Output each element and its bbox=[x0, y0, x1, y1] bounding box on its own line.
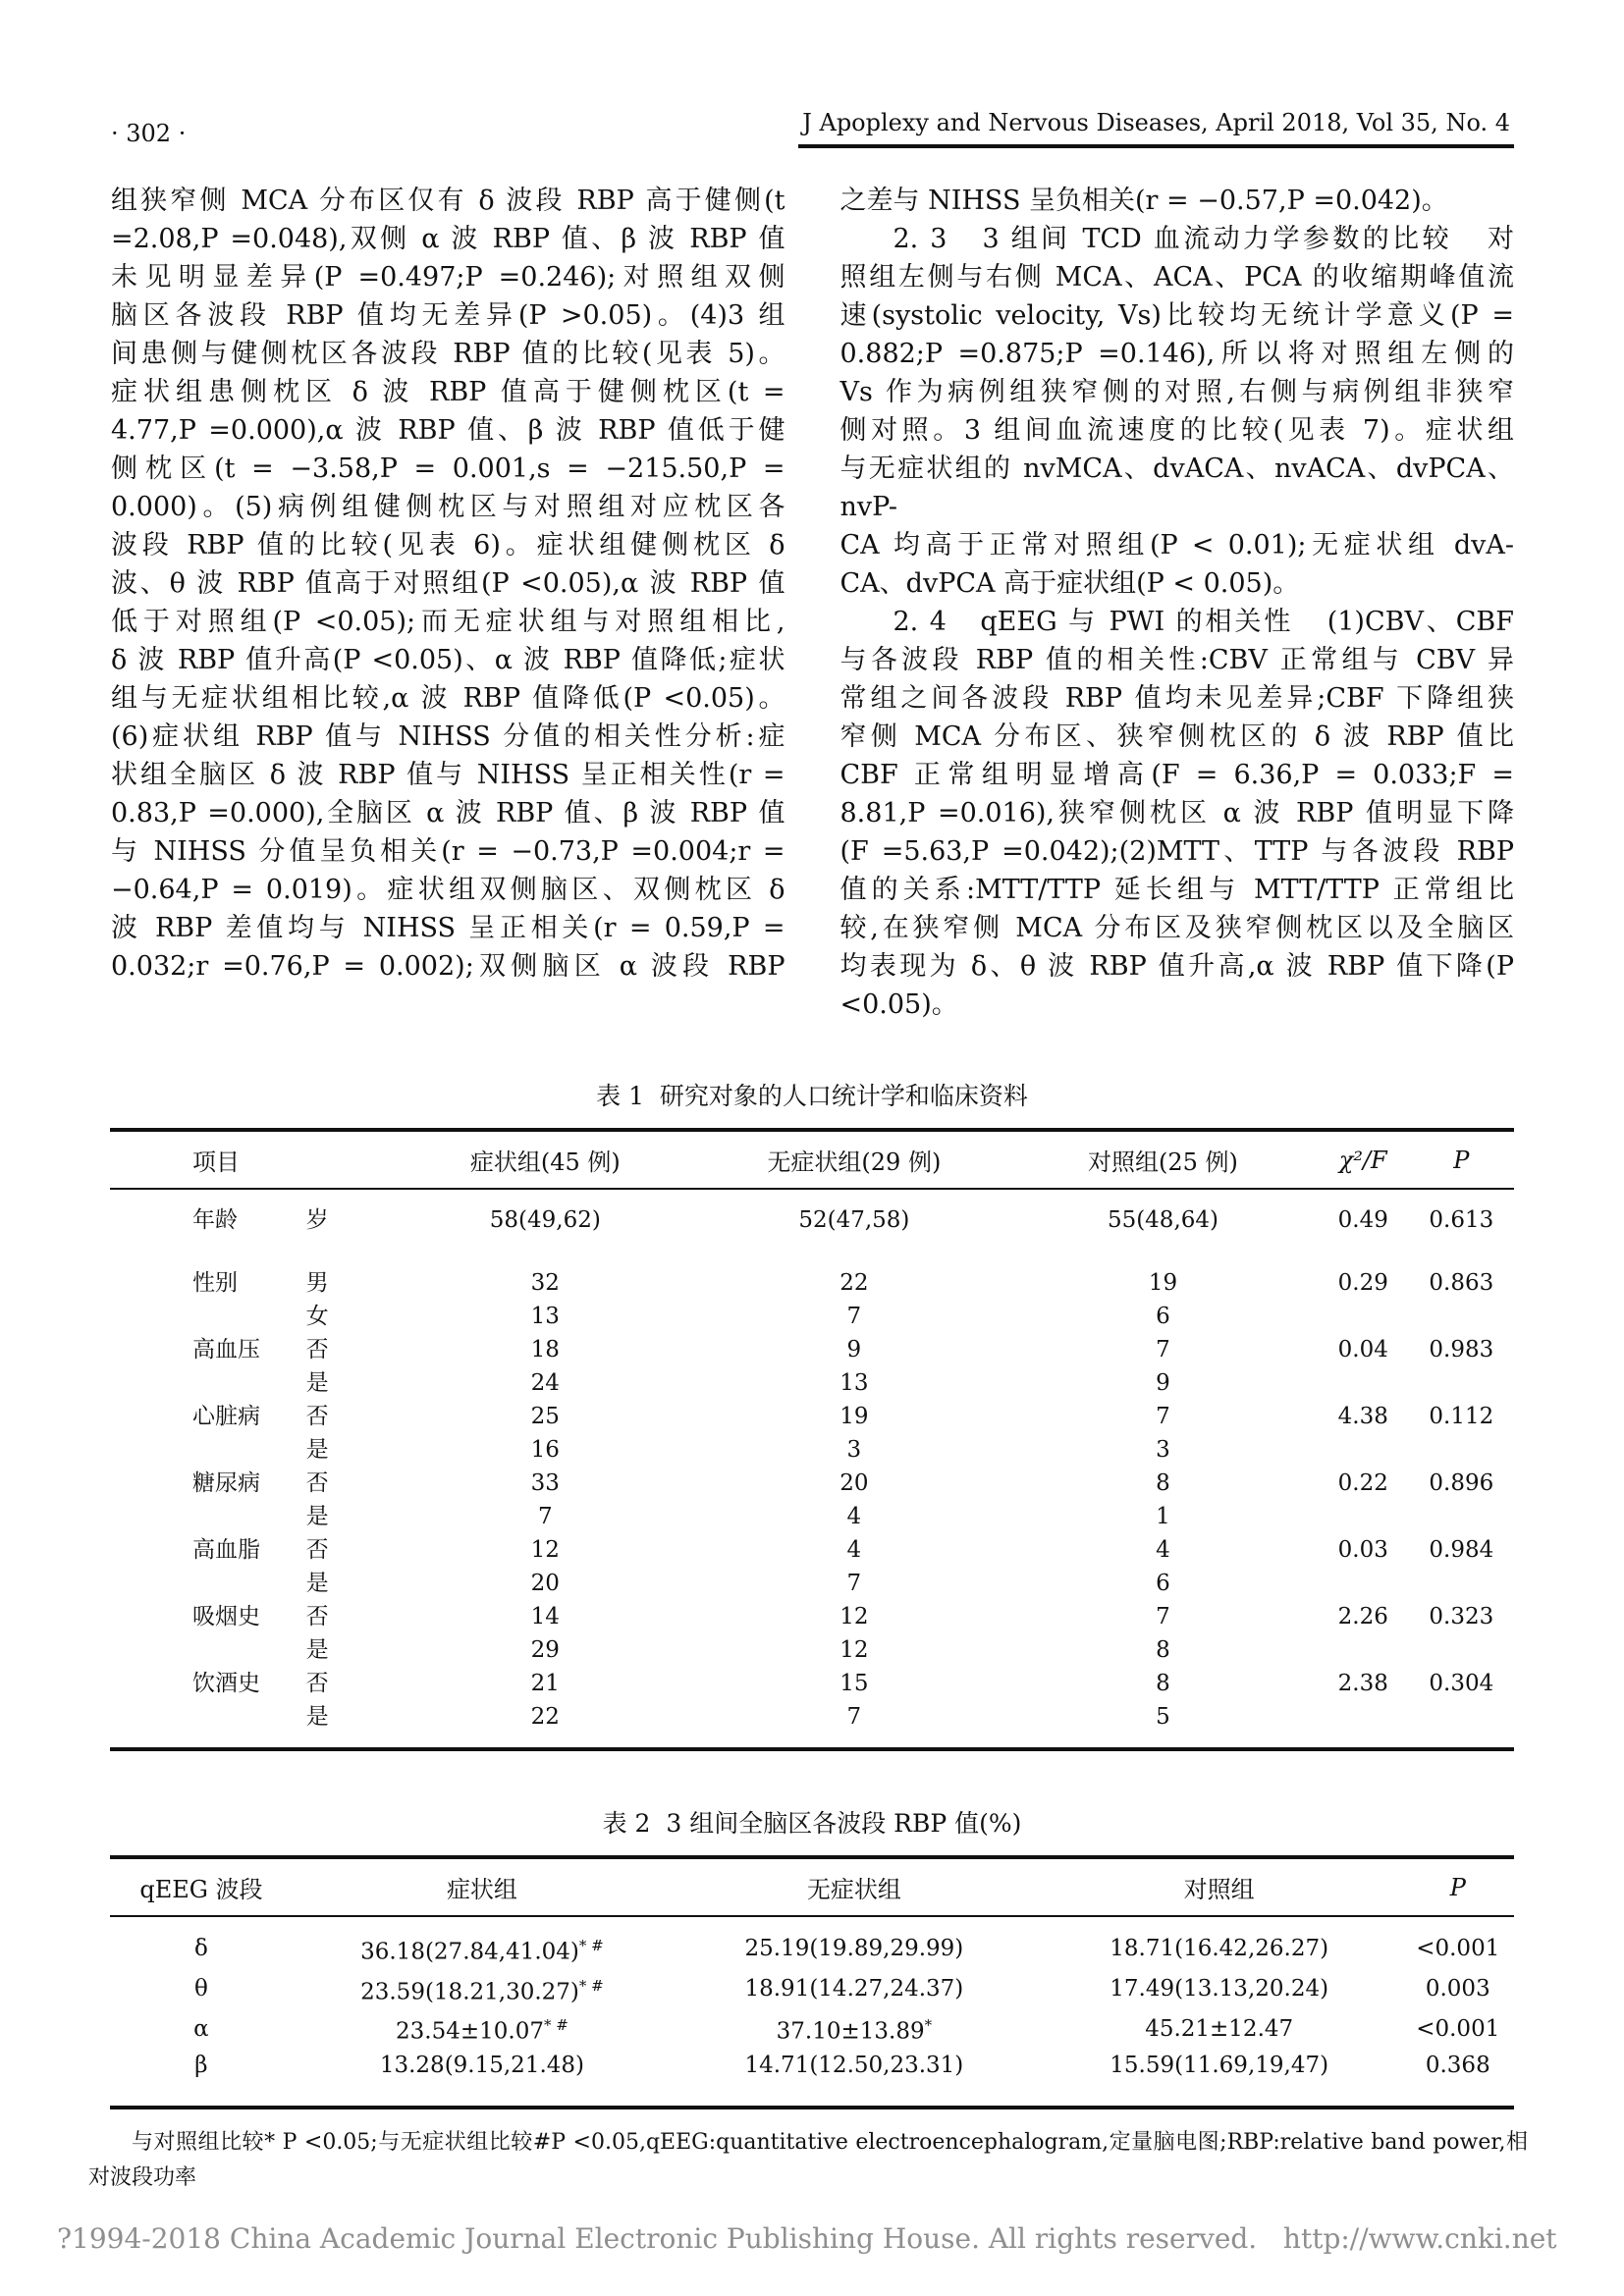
table-cell: 7 bbox=[846, 1571, 862, 1596]
text-line: CA、dvPCA 高于症状组(P < 0.05)。 bbox=[839, 568, 1300, 599]
table-cell: 0.22 bbox=[1337, 1470, 1388, 1496]
table-cell bbox=[110, 1500, 279, 1533]
table-cell: 4 bbox=[846, 1504, 862, 1529]
significance-marker: * # bbox=[544, 2016, 568, 2035]
table-cell: 是 bbox=[305, 1370, 329, 1396]
table-cell: 0.29 bbox=[1337, 1270, 1388, 1296]
page-number: · 302 · bbox=[111, 120, 187, 147]
table-cell: 33 bbox=[530, 1470, 560, 1496]
table-cell: β bbox=[194, 2052, 208, 2078]
table-cell: 9 bbox=[846, 1337, 862, 1362]
text-line: 速(systolic velocity, Vs)比较均无统计学意义(P = bbox=[839, 300, 1514, 331]
table-cell: 24 bbox=[530, 1370, 560, 1396]
table-cell: 是 bbox=[305, 1704, 329, 1730]
text-line: 组与无症状组相比较,α 波 RBP 值降低(P <0.05)。 bbox=[111, 683, 785, 714]
text-line: 脑区各波段 RBP 值均无差异(P >0.05)。(4)3 组 bbox=[111, 300, 785, 331]
table-cell: 4.38 bbox=[1337, 1404, 1388, 1429]
table-row bbox=[110, 1433, 1514, 1467]
table-row bbox=[110, 1567, 1514, 1600]
table-cell: 0.304 bbox=[1429, 1671, 1494, 1696]
table-cell: 7 bbox=[846, 1704, 862, 1730]
table-cell: 22 bbox=[839, 1270, 869, 1296]
table-cell: θ bbox=[194, 1975, 208, 2002]
table-footnote: 与对照组比较* P <0.05;与无症状组比较#P <0.05,qEEG:quantitative electroencephalogram,定量脑电图;RBP:relative band power,相对波段功率 bbox=[88, 2129, 1528, 2190]
table-cell: 4 bbox=[1156, 1537, 1170, 1563]
table-cell: 年龄 bbox=[192, 1207, 238, 1233]
table-cell: 是 bbox=[305, 1437, 329, 1463]
table-cell: 18.71(16.42,26.27) bbox=[1110, 1936, 1329, 1962]
table-cell: 否 bbox=[305, 1604, 329, 1629]
table-cell bbox=[1318, 1633, 1409, 1667]
table-cell: <0.001 bbox=[1416, 2015, 1500, 2042]
table-cell: 否 bbox=[305, 1537, 329, 1563]
table-cell: 0.984 bbox=[1429, 1537, 1494, 1563]
table-cell: 13 bbox=[530, 1304, 560, 1329]
column-header: 对照组(25 例) bbox=[1008, 1130, 1318, 1189]
table-row bbox=[110, 1533, 1514, 1567]
significance-marker: * # bbox=[578, 1937, 604, 1954]
text-line: Vs 作为病例组狭窄侧的对照,右侧与病例组非狭窄 bbox=[839, 377, 1514, 407]
table-cell: 5 bbox=[1156, 1704, 1170, 1730]
column-header: χ²/F bbox=[1318, 1130, 1409, 1189]
text-line: <0.05)。 bbox=[839, 989, 958, 1020]
table-row bbox=[110, 1700, 1514, 1749]
table-cell: α bbox=[193, 2015, 209, 2042]
text-line: CA 均高于正常对照组(P < 0.01);无症状组 dvA- bbox=[839, 530, 1514, 561]
table-cell: 0.04 bbox=[1337, 1337, 1388, 1362]
text-line: 波、θ 波 RBP 值高于对照组(P <0.05),α 波 RBP 值 bbox=[111, 568, 785, 599]
table-cell: 0.03 bbox=[1337, 1537, 1388, 1563]
table-cell: 18.91(14.27,24.37) bbox=[744, 1975, 964, 2002]
table-cell: 15 bbox=[839, 1671, 869, 1696]
left-column bbox=[111, 182, 785, 1024]
table-cell: 4 bbox=[846, 1537, 862, 1563]
table-cell: 0.003 bbox=[1425, 1975, 1490, 2002]
table-cell: 岁 bbox=[305, 1207, 329, 1233]
table-cell: 女 bbox=[305, 1304, 329, 1329]
significance-marker: * # bbox=[578, 1976, 604, 1995]
table1-title: 表 1 研究对象的人口统计学和临床资料 bbox=[596, 1082, 1028, 1110]
text-line: δ 波 RBP 值升高(P <0.05)、α 波 RBP 值降低;症状 bbox=[111, 645, 785, 675]
table-cell: 6 bbox=[1156, 1571, 1170, 1596]
table-cell bbox=[1318, 1500, 1409, 1533]
column-header bbox=[279, 1130, 391, 1189]
table-cell: 吸烟史 bbox=[192, 1604, 260, 1629]
table-row bbox=[110, 2008, 1514, 2049]
table-row bbox=[110, 1667, 1514, 1700]
table-cell: 高血脂 bbox=[192, 1537, 260, 1563]
text-line: 症状组患侧枕区 δ 波 RBP 值高于健侧枕区(t = bbox=[111, 377, 785, 407]
text-line: 常组之间各波段 RBP 值均未见差异;CBF 下降组狭 bbox=[839, 683, 1514, 714]
text-line: 之差与 NIHSS 呈负相关(r = −0.57,P =0.042)。 bbox=[839, 186, 1448, 216]
text-line: 组狭窄侧 MCA 分布区仅有 δ 波段 RBP 高于健侧(t bbox=[111, 186, 785, 216]
table-cell: 7 bbox=[1156, 1404, 1170, 1429]
table-cell: δ bbox=[194, 1936, 208, 1962]
table-row bbox=[110, 1189, 1514, 1266]
table-cell: 0.863 bbox=[1429, 1270, 1494, 1296]
table-cell: 20 bbox=[530, 1571, 560, 1596]
table-cell: 是 bbox=[305, 1637, 329, 1663]
text-line: =2.08,P =0.048),双侧 α 波 RBP 值、β 波 RBP 值 bbox=[111, 224, 785, 254]
table-cell: 0.983 bbox=[1429, 1337, 1494, 1362]
table-cell: 否 bbox=[305, 1470, 329, 1496]
text-line: 侧枕区(t = −3.58,P = 0.001,s = −215.50,P = bbox=[111, 454, 785, 484]
table-cell: 20 bbox=[839, 1470, 869, 1496]
table-cell bbox=[1318, 1300, 1409, 1333]
table-cell: 饮酒史 bbox=[192, 1671, 260, 1696]
text-line: 0.83,P =0.000),全脑区 α 波 RBP 值、β 波 RBP 值 bbox=[111, 798, 785, 828]
table-cell: 否 bbox=[305, 1404, 329, 1429]
table-cell: 8 bbox=[1156, 1637, 1170, 1663]
table-cell: 是 bbox=[305, 1504, 329, 1529]
text-line: CBF 正常组明显增高(F = 6.36,P = 0.033;F = bbox=[839, 760, 1514, 790]
text-line: 窄侧 MCA 分布区、狭窄侧枕区的 δ 波 RBP 值比 bbox=[839, 721, 1514, 752]
text-line: 与无症状组的 nvMCA、dvACA、nvACA、dvPCA、nvP- bbox=[839, 454, 1514, 522]
table-cell: 23.54±10.07* # bbox=[396, 2016, 568, 2045]
column-header: 对照组 bbox=[1037, 1857, 1402, 1916]
text-line: 波段 RBP 值的比较(见表 6)。症状组健侧枕区 δ bbox=[111, 530, 785, 561]
column-header: 项目 bbox=[110, 1130, 279, 1189]
table-row bbox=[110, 1467, 1514, 1500]
text-line: 较,在狭窄侧 MCA 分布区及狭窄侧枕区以及全脑区 bbox=[839, 913, 1514, 943]
table-row bbox=[110, 1400, 1514, 1433]
table-cell bbox=[110, 1633, 279, 1667]
table-cell: 0.896 bbox=[1429, 1470, 1494, 1496]
copyright-footer: ?1994-2018 China Academic Journal Electronic Publishing House. All rights reserved. http://www.cnki.net bbox=[57, 2222, 1557, 2255]
table1-header-row bbox=[110, 1130, 1514, 1189]
table-cell: 性别 bbox=[192, 1270, 238, 1296]
text-line: 8.81,P =0.016),狭窄侧枕区 α 波 RBP 值明显下降 bbox=[839, 798, 1514, 828]
table-row bbox=[110, 1633, 1514, 1667]
table-cell bbox=[1409, 1700, 1514, 1749]
table-cell: 0.368 bbox=[1425, 2052, 1490, 2078]
table-cell bbox=[1409, 1433, 1514, 1467]
table-cell: 13 bbox=[839, 1370, 869, 1396]
table-row bbox=[110, 1600, 1514, 1633]
table-cell: 否 bbox=[305, 1671, 329, 1696]
table-cell bbox=[1409, 1567, 1514, 1600]
table-cell bbox=[1409, 1300, 1514, 1333]
text-line: 2. 4 qEEG 与 PWI 的相关性 (1)CBV、CBF bbox=[893, 607, 1514, 637]
table-cell: 55(48,64) bbox=[1107, 1207, 1218, 1233]
table-cell: 45.21±12.47 bbox=[1145, 2015, 1294, 2042]
table-cell: 25.19(19.89,29.99) bbox=[744, 1936, 964, 1962]
table-cell bbox=[1409, 1500, 1514, 1533]
table-cell: 58(49,62) bbox=[489, 1207, 601, 1233]
table-cell: 36.18(27.84,41.04)* # bbox=[360, 1937, 604, 1965]
table-cell: 7 bbox=[1156, 1337, 1170, 1362]
table-cell: 32 bbox=[530, 1270, 560, 1296]
table-cell bbox=[1318, 1366, 1409, 1400]
table-cell: 25 bbox=[530, 1404, 560, 1429]
table-cell: 12 bbox=[839, 1637, 869, 1663]
table-cell: 2.38 bbox=[1337, 1671, 1388, 1696]
table-cell: 15.59(11.69,19,47) bbox=[1110, 2052, 1329, 2078]
table-cell bbox=[110, 1433, 279, 1467]
running-head bbox=[111, 108, 1514, 148]
table-cell: 19 bbox=[1148, 1270, 1178, 1296]
table-row bbox=[110, 1916, 1514, 1969]
text-line: 值的关系:MTT/TTP 延长组与 MTT/TTP 正常组比 bbox=[839, 875, 1514, 905]
table-row bbox=[110, 1333, 1514, 1366]
table-cell: 17.49(13.13,20.24) bbox=[1110, 1975, 1329, 2002]
table-cell: 9 bbox=[1156, 1370, 1170, 1396]
text-line: 低于对照组(P <0.05);而无症状组与对照组相比, bbox=[111, 607, 785, 637]
text-line: 侧对照。3 组间血流速度的比较(见表 7)。症状组 bbox=[839, 415, 1514, 446]
text-line: 照组左侧与右侧 MCA、ACA、PCA 的收缩期峰值流 bbox=[839, 262, 1514, 293]
table-cell: 52(47,58) bbox=[798, 1207, 910, 1233]
table-cell bbox=[110, 1700, 279, 1749]
text-line: 0.032;r =0.76,P = 0.002);双侧脑区 α 波段 RBP bbox=[111, 951, 785, 982]
column-header: 无症状组 bbox=[672, 1857, 1037, 1916]
table-row bbox=[110, 1266, 1514, 1300]
table-row bbox=[110, 1300, 1514, 1333]
table1 bbox=[110, 1128, 1514, 1751]
table-cell: 23.59(18.21,30.27)* # bbox=[360, 1976, 604, 2005]
text-line: 波 RBP 差值均与 NIHSS 呈正相关(r = 0.59,P = bbox=[111, 913, 785, 943]
table-cell: 7 bbox=[846, 1304, 862, 1329]
table-cell: 8 bbox=[1156, 1470, 1170, 1496]
column-header: 症状组(45 例) bbox=[391, 1130, 700, 1189]
table-cell: 3 bbox=[1156, 1437, 1170, 1463]
table-cell: 14 bbox=[530, 1604, 560, 1629]
table-cell bbox=[110, 1300, 279, 1333]
text-line: 0.000)。(5)病例组健侧枕区与对照组对应枕区各 bbox=[111, 492, 785, 522]
table-cell: 0.112 bbox=[1429, 1404, 1494, 1429]
text-line: 未见明显差异(P =0.497;P =0.246);对照组双侧 bbox=[111, 262, 785, 293]
column-header: P bbox=[1402, 1857, 1514, 1916]
table-cell bbox=[110, 1567, 279, 1600]
column-header: 无症状组(29 例) bbox=[700, 1130, 1009, 1189]
table-cell: 0.323 bbox=[1429, 1604, 1494, 1629]
text-line: 与各波段 RBP 值的相关性:CBV 正常组与 CBV 异 bbox=[839, 645, 1514, 675]
table-cell: 1 bbox=[1156, 1504, 1170, 1529]
table-row bbox=[110, 1366, 1514, 1400]
table-cell bbox=[1409, 1633, 1514, 1667]
text-line: 均表现为 δ、θ 波 RBP 值升高,α 波 RBP 值下降(P bbox=[839, 951, 1514, 982]
table-cell: <0.001 bbox=[1416, 1936, 1500, 1962]
table-cell: 是 bbox=[305, 1571, 329, 1596]
column-header: 症状组 bbox=[293, 1857, 672, 1916]
table-row bbox=[110, 1500, 1514, 1533]
table-cell: 0.49 bbox=[1337, 1207, 1388, 1233]
text-line: 4.77,P =0.000),α 波 RBP 值、β 波 RBP 值低于健 bbox=[111, 415, 785, 446]
journal-title: J Apoplexy and Nervous Diseases, April 2018, Vol 35, No. 4 bbox=[798, 108, 1514, 148]
table-cell: 8 bbox=[1156, 1671, 1170, 1696]
table-cell: 2.26 bbox=[1337, 1604, 1388, 1629]
table-cell: 12 bbox=[839, 1604, 869, 1629]
table2-header-row bbox=[110, 1857, 1514, 1916]
table-cell: 男 bbox=[305, 1270, 329, 1296]
table-cell: 0.613 bbox=[1429, 1207, 1494, 1233]
table-cell: 7 bbox=[537, 1504, 553, 1529]
table-cell bbox=[1318, 1433, 1409, 1467]
text-line: 与 NIHSS 分值呈负相关(r = −0.73,P =0.004;r = bbox=[111, 836, 785, 867]
table-cell: 29 bbox=[530, 1637, 560, 1663]
text-line: (6)症状组 RBP 值与 NIHSS 分值的相关性分析:症 bbox=[111, 721, 785, 752]
text-line: (F =5.63,P =0.042);(2)MTT、TTP 与各波段 RBP bbox=[839, 836, 1514, 867]
table-cell: 3 bbox=[846, 1437, 862, 1463]
table2-title: 表 2 3 组间全脑区各波段 RBP 值(%) bbox=[602, 1809, 1022, 1838]
column-header: qEEG 波段 bbox=[110, 1857, 293, 1916]
table-row bbox=[110, 2049, 1514, 2108]
table-cell: 否 bbox=[305, 1337, 329, 1362]
table-cell bbox=[1409, 1366, 1514, 1400]
table-cell: 13.28(9.15,21.48) bbox=[379, 2052, 585, 2078]
text-line: 间患侧与健侧枕区各波段 RBP 值的比较(见表 5)。 bbox=[111, 339, 785, 369]
table-cell: 高血压 bbox=[192, 1337, 260, 1362]
text-line: 2. 3 3 组间 TCD 血流动力学参数的比较 对 bbox=[893, 224, 1514, 254]
table-cell: 16 bbox=[530, 1437, 560, 1463]
table-cell: 6 bbox=[1156, 1304, 1170, 1329]
table-row bbox=[110, 1969, 1514, 2009]
text-line: 状组全脑区 δ 波 RBP 值与 NIHSS 呈正相关性(r = bbox=[111, 760, 785, 790]
text-line: −0.64,P = 0.019)。症状组双侧脑区、双侧枕区 δ bbox=[111, 875, 785, 905]
table-cell: 21 bbox=[530, 1671, 560, 1696]
table-cell: 14.71(12.50,23.31) bbox=[744, 2052, 964, 2078]
table-cell: 19 bbox=[839, 1404, 869, 1429]
text-line: 0.882;P =0.875;P =0.146),所以将对照组左侧的 bbox=[839, 339, 1514, 369]
column-header: P bbox=[1409, 1130, 1514, 1189]
table-cell bbox=[1318, 1700, 1409, 1749]
table-cell: 心脏病 bbox=[192, 1404, 260, 1429]
right-column bbox=[840, 182, 1515, 1024]
table-cell: 12 bbox=[530, 1537, 560, 1563]
table-cell: 18 bbox=[530, 1337, 560, 1362]
table-cell bbox=[1318, 1567, 1409, 1600]
table-cell bbox=[110, 1366, 279, 1400]
table-cell: 37.10±13.89* bbox=[776, 2016, 933, 2045]
significance-marker: * bbox=[924, 2016, 933, 2035]
table2 bbox=[110, 1855, 1514, 2109]
table-cell: 7 bbox=[1156, 1604, 1170, 1629]
article-body bbox=[111, 182, 1514, 1024]
table-cell: 糖尿病 bbox=[192, 1470, 260, 1496]
table-cell: 22 bbox=[530, 1704, 560, 1730]
